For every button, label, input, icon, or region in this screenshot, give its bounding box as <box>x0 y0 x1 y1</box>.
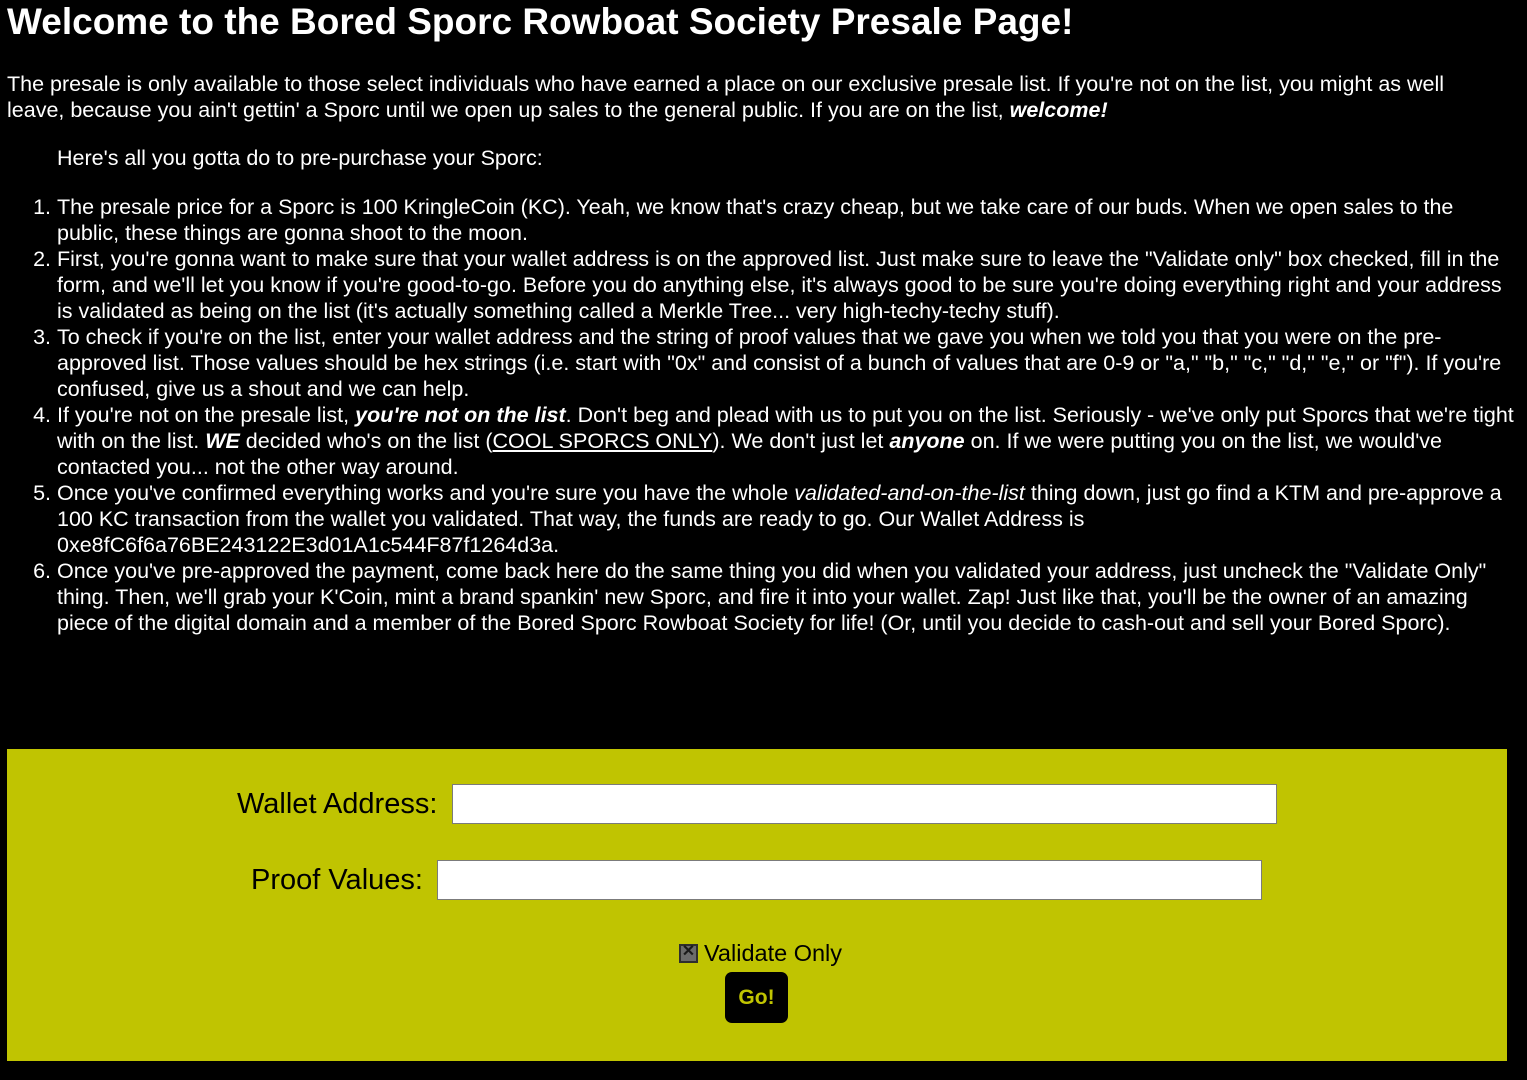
step-5-text-a: Once you've confirmed everything works and you're sure you have the whole <box>57 481 795 505</box>
step-5 <box>57 480 1517 558</box>
proof-values-label: Proof Values: <box>251 864 423 896</box>
step-4-text-a: If you're not on the presale list, <box>57 403 356 427</box>
step-4-text-c: . Don't beg and plead with us to put you on the list. Seriously - we've only put Sporcs that we're tight with on the list. <box>57 403 1514 453</box>
intro-text: The presale is only available to those select individuals who have earned a place on our exclusive presale list. If you're not on the list, you might as well leave, because you ain't gettin' a Sporc until we open up sales to the general public. If you are on the list, <box>7 72 1445 122</box>
step-4-text-h: on. If we were putting you on the list, we would've contacted you... not the other way around. <box>57 429 1443 479</box>
intro-paragraph <box>7 71 1507 123</box>
cool-sporcs-only-link[interactable]: COOL SPORCS ONLY <box>492 429 713 453</box>
step-6: 6. Once you've pre-approved the payment, come back here do the same thing you did when you validated your address, just uncheck the "Validate Only" thing. Then, we'll grab your K'Coin, mint a brand spankin' new Sporc, and fire it into your wallet. Zap! Just like that, you'll be the owner of an amazing piece of the digital domain and a member of the Bored Sporc Rowboat Society for life! (Or, until you decide to cash-out and sell your Bored Sporc). <box>57 558 1517 636</box>
steps-list <box>57 194 1517 636</box>
page-title: Welcome to the Bored Sporc Rowboat Society Presale Page! <box>7 1 1074 42</box>
step-4-emphasis-we: WE <box>205 429 240 453</box>
step-4-text-e: decided who's on the list ( <box>239 429 493 453</box>
steps-lead: Here's all you gotta do to pre-purchase your Sporc: <box>57 146 543 170</box>
step-5-emphasis: validated-and-on-the-list <box>794 481 1025 505</box>
checkbox-checked-icon: ✕ <box>681 943 696 960</box>
step-4-emphasis-not-on-list: you're not on the list <box>355 403 566 427</box>
validate-only-checkbox[interactable] <box>679 944 698 963</box>
step-4-text-f: ). We don't just let <box>712 429 890 453</box>
validate-only-row <box>679 938 842 968</box>
step-2: 2. First, you're gonna want to make sure that your wallet address is on the approved list. Just make sure to leave the "Validate only" box checked, fill in the form, and we'll let you know if you're good-to-go. Before you do anything else, it's always good to be sure you're doing everything right and your address is validated as being on the list (it's actually something called a Merkle Tree... very high-techy-techy stuff). <box>57 246 1517 324</box>
step-4-emphasis-anyone: anyone <box>889 429 965 453</box>
proof-values-input[interactable] <box>437 860 1262 900</box>
step-1: 1. The presale price for a Sporc is 100 KringleCoin (KC). Yeah, we know that's crazy cheap, but we take care of our buds. When we open sales to the public, these things are gonna shoot to the moon. <box>57 194 1517 246</box>
step-3: 3. To check if you're on the list, enter your wallet address and the string of proof values that we gave you when we told you that you were on the pre-approved list. Those values should be hex strings (i.e. start with "0x" and consist of a bunch of values that are 0-9 or "a," "b," "c," "d," "e," or "f"). If you're confused, give us a shout and we can help. <box>57 324 1517 402</box>
step-4 <box>57 402 1517 480</box>
validate-only-label: Validate Only <box>704 940 843 966</box>
wallet-address-label: Wallet Address: <box>237 788 438 820</box>
intro-emphasis: welcome! <box>1009 98 1108 122</box>
wallet-address-input[interactable] <box>452 784 1277 824</box>
go-button[interactable]: Go! <box>725 972 788 1023</box>
step-5-text-c: thing down, just go find a KTM and pre-approve a 100 KC transaction from the wallet you validated. That way, the funds are ready to go. Our Wallet Address is 0xe8fC6f6a76BE243122E3d01A1c544F87f1264d3a. <box>57 481 1502 557</box>
